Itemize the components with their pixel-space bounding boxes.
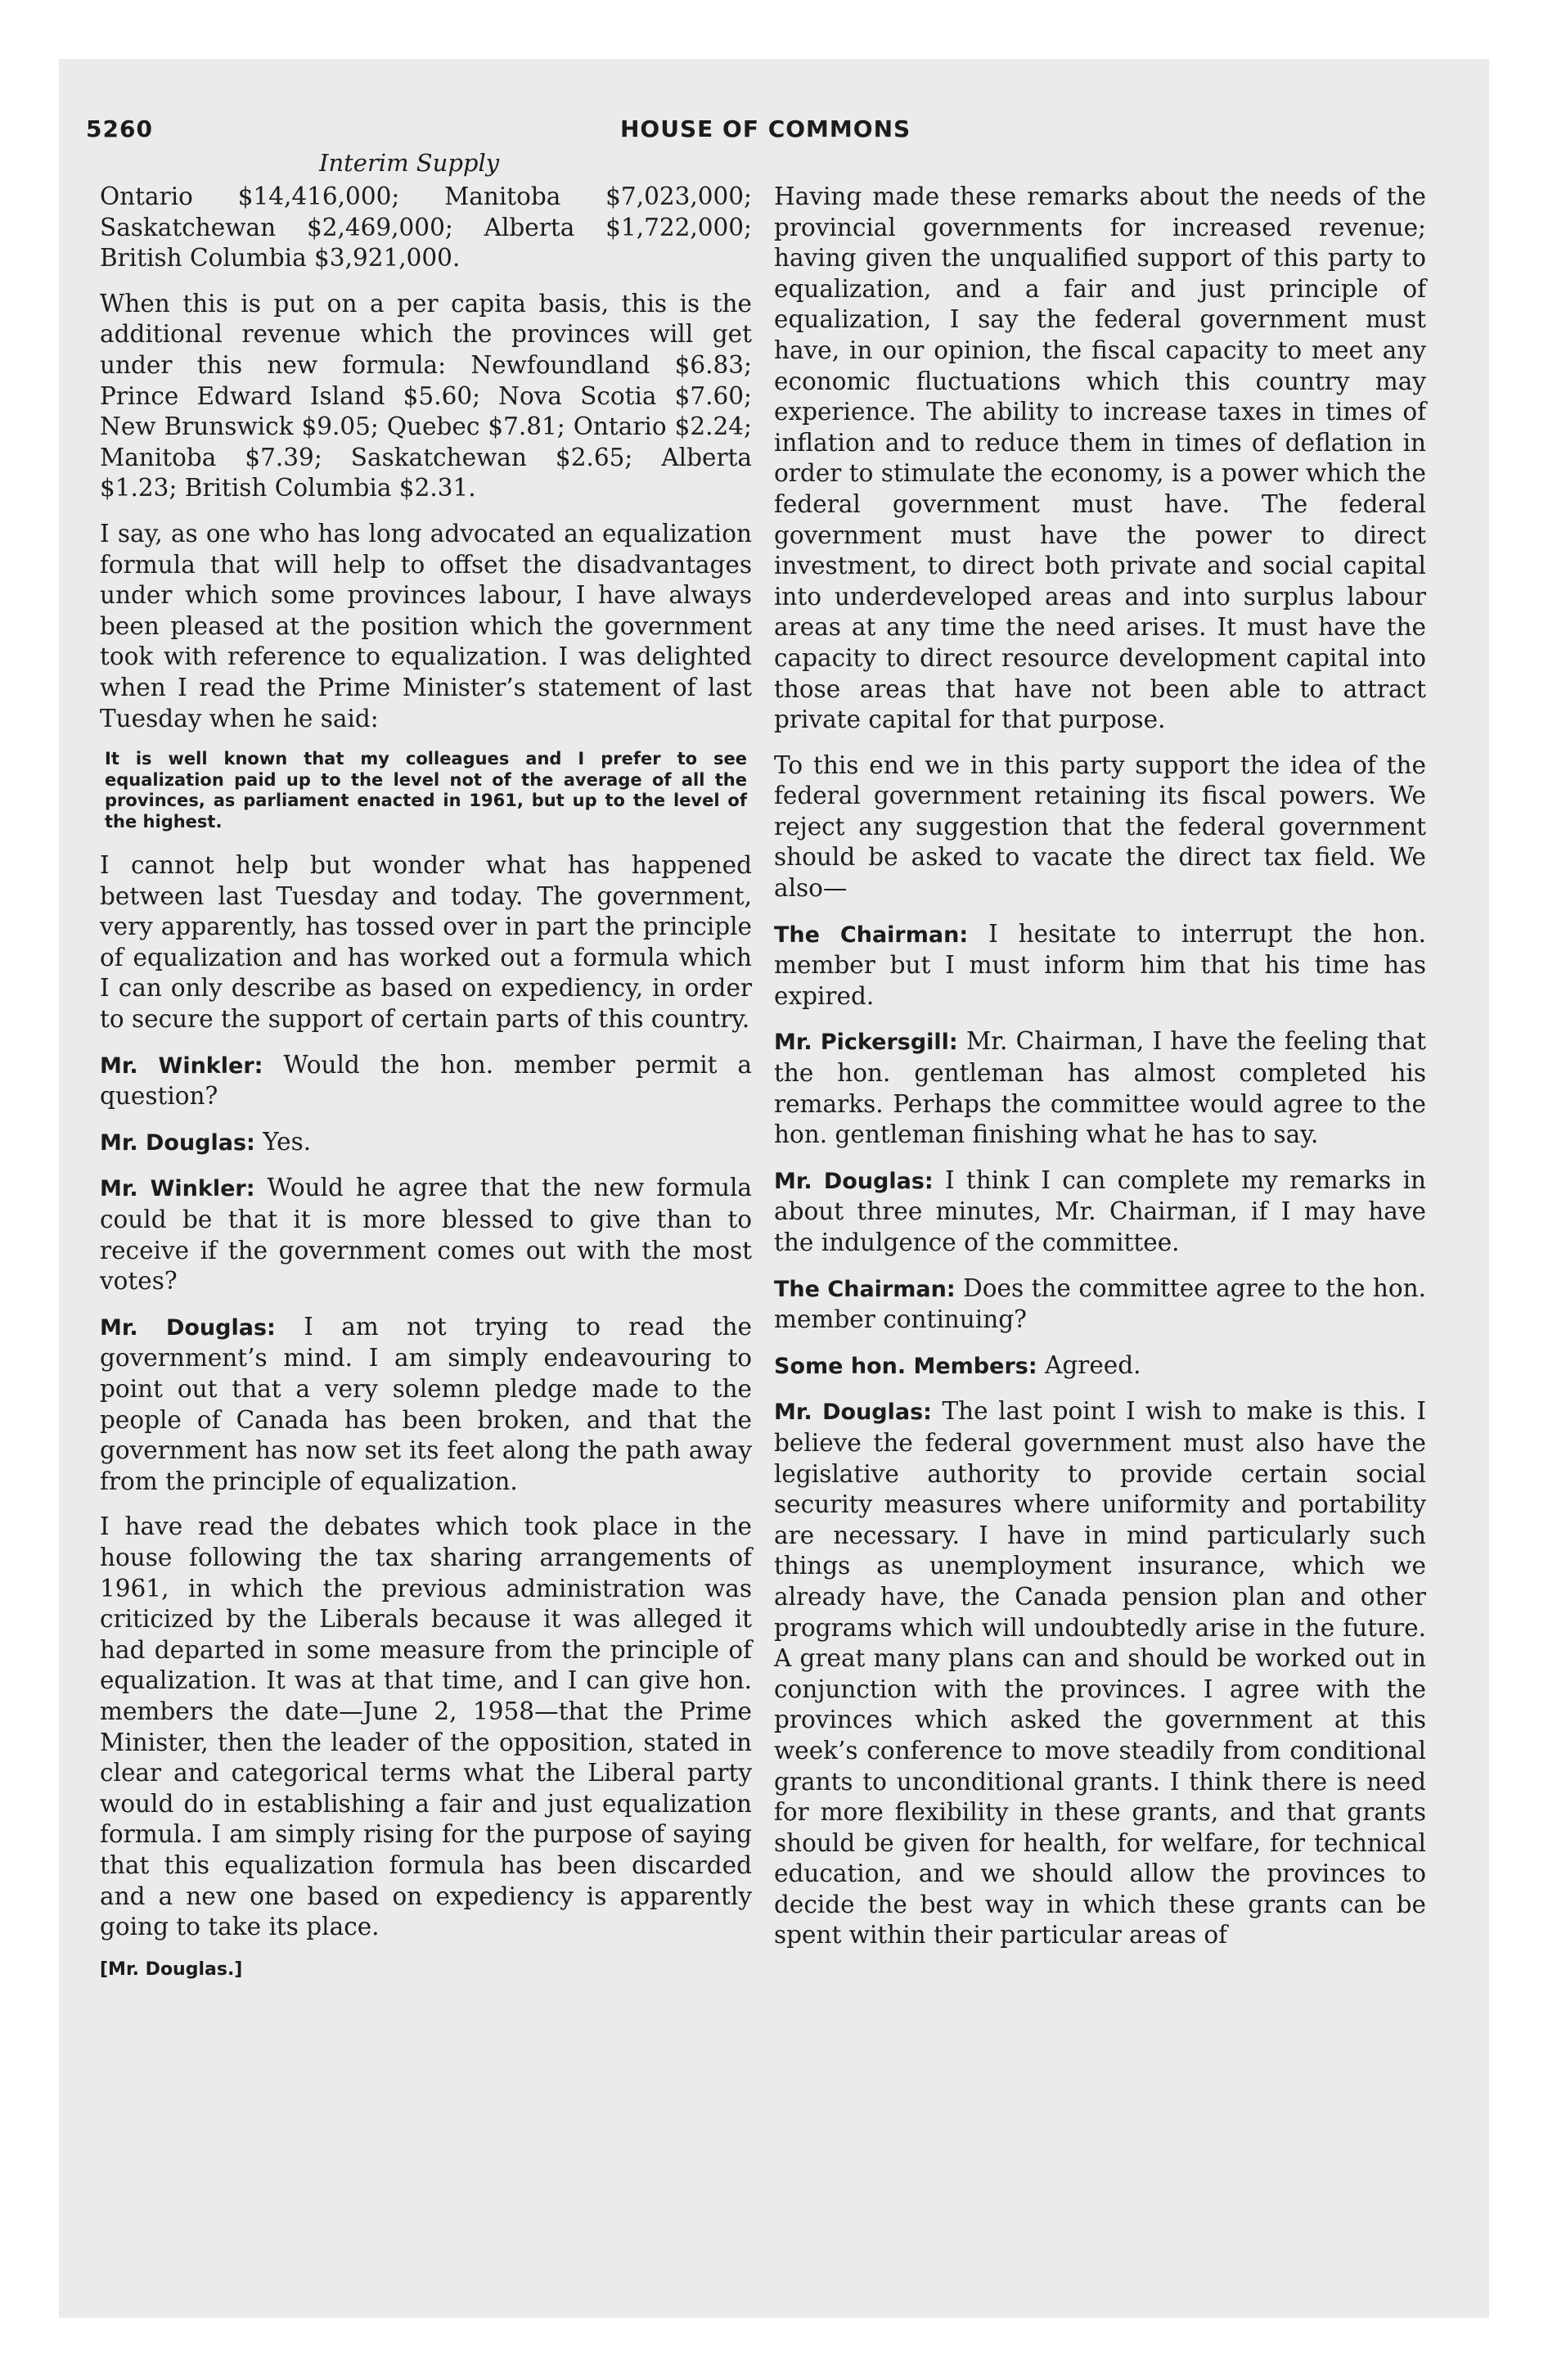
speaker-name: The Chairman: — [774, 1276, 956, 1302]
speech-paragraph — [774, 1350, 1426, 1382]
block-quote: It is well known that my colleagues and I prefer to see equalization paid up to the level not of the average of all the provinces, as parliament enacted in 1961, but up to the level of the highest. — [105, 749, 747, 832]
speaker-footer-ref: [Mr. Douglas.] — [100, 1959, 243, 1980]
speech-text: Would he agree that the new formula could be that it is more blessed to give than to receive if the government comes out with the most votes? — [100, 1174, 752, 1296]
speech-paragraph — [774, 1396, 1426, 1951]
speech-text: Yes. — [263, 1127, 312, 1156]
right-column — [774, 182, 1426, 1966]
body-paragraph: When this is put on a per capita basis, this is the additional revenue which the provinces will get under this new formula: Newfoundland $6.83; Prince Edward Island $5.60; Nova Scotia $7.60; New Brunswick $9.05; Quebec $7.81; Ontario $2.24; Manitoba $7.39; Saskatchewan $2.65; Alberta $1.23; British Columbia $2.31. — [100, 289, 752, 503]
speaker-name: Mr. Winkler: — [100, 1053, 263, 1079]
speaker-name: Mr. Douglas: — [100, 1314, 276, 1341]
page — [59, 59, 1489, 2318]
body-paragraph: I cannot help but wonder what has happened between last Tuesday and today. The government, very apparently, has tossed over in part the principle of equalization and has worked out a formula which I can only describe as based on expediency, in order to secure the support of certain parts of this country. — [100, 851, 752, 1034]
running-head: HOUSE OF COMMONS — [620, 115, 911, 142]
speech-paragraph — [774, 1026, 1426, 1150]
speech-text: I think I can complete my remarks in about three minutes, Mr. Chairman, if I may have the indulgence of the committee. — [774, 1165, 1427, 1256]
speaker-name: The Chairman: — [774, 922, 969, 948]
section-title: Interim Supply — [319, 149, 500, 177]
left-column — [100, 182, 752, 1982]
speaker-name: Mr. Douglas: — [774, 1168, 934, 1194]
speech-paragraph — [100, 1050, 752, 1112]
speech-text: Agreed. — [1045, 1350, 1141, 1379]
body-paragraph: I say, as one who has long advocated an equalization formula that will help to offset the disadvantages under which some provinces labour, I have always been pleased at the position which the government took with reference to equalization. I was delighted when I read the Prime Minister’s statement of last Tuesday when he said: — [100, 519, 752, 732]
speaker-name: Mr. Douglas: — [100, 1129, 255, 1156]
speech-paragraph — [100, 1312, 752, 1498]
body-paragraph: Having made these remarks about the needs of the provincial governments for increased revenue; having given the unqualified support of this party to equalization, and a fair and just principle of equalization, I say the federal government must have, in our opinion, the fiscal capacity to meet any economic fluctuations which this country may experience. The ability to increase taxes in times of inflation and to reduce them in times of deflation in order to stimulate the economy, is a power which the federal government must have. The federal government must have the power to direct investment, to direct both private and social capital into underdeveloped areas and into surplus labour areas at any time the need arises. It must have the capacity to direct resource development capital into those areas that have not been able to attract private capital for that purpose. — [774, 183, 1426, 734]
speech-paragraph — [774, 1273, 1426, 1336]
body-paragraph: I have read the debates which took place in the house following the tax sharing arrangements of 1961, in which the previous administration was criticized by the Liberals because it was alleged it had departed in some measure from the principle of equalization. It was at that time, and I can give hon. members the date—June 2, 1958—that the Prime Minister, then the leader of the opposition, stated in clear and categorical terms what the Liberal party would do in establishing a fair and just equalization formula. I am simply rising for the purpose of saying that this equalization formula has been discarded and a new one based on expediency is apparently going to take its place. — [100, 1512, 752, 1941]
speaker-name: Mr. Douglas: — [774, 1400, 932, 1426]
speech-paragraph — [774, 919, 1426, 1012]
speaker-name: Mr. Winkler: — [100, 1176, 255, 1202]
speaker-name: Some hon. Members: — [774, 1353, 1037, 1379]
speech-text: Does the committee agree to the hon. member continuing? — [774, 1273, 1426, 1334]
speech-text: I hesitate to interrupt the hon. member but I must inform him that his time has expired. — [774, 919, 1426, 1010]
speech-paragraph — [100, 1173, 752, 1296]
speech-paragraph — [774, 1165, 1426, 1259]
speech-text: Would the hon. member permit a question? — [100, 1050, 752, 1111]
speech-text: The last point I wish to make is this. I believe the federal government must also have the legislative authority to provide certain social security measures where uniformity and portability are necessary. I have in mind particularly such things as unemployment insurance, which we already have, the Canada pension plan and other programs which will undoubtedly arise in the future. A great many plans can and should be worked out in conjunction with the provinces. I agree with the provinces which asked the government at this week’s conference to move steadily from conditional grants to unconditional grants. I think there is need for more flexibility in these grants, and that grants should be given for health, for welfare, for technical education, and we should allow the provinces to decide the best way in which these grants can be spent within their particular areas of — [774, 1397, 1427, 1950]
body-paragraph: To this end we in this party support the idea of the federal government retaining its fiscal powers. We reject any suggestion that the federal government should be asked to vacate the direct tax field. We also— — [774, 751, 1426, 903]
speaker-name: Mr. Pickersgill: — [774, 1030, 958, 1056]
page-number: 5260 — [86, 115, 153, 142]
speech-text: Mr. Chairman, I have the feeling that the hon. gentleman has almost completed his remarks. Perhaps the committee would agree to the hon. gentleman finishing what he has to say. — [774, 1027, 1426, 1149]
speech-text: I am not trying to read the government’s mind. I am simply endeavouring to point out that a very solemn pledge made to the people of Canada has been broken, and that the government has now set its feet along the path away from the principle of equalization. — [100, 1312, 753, 1495]
body-paragraph: Ontario $14,416,000; Manitoba $7,023,000; Saskatchewan $2,469,000; Alberta $1,722,000; British Columbia $3,921,000. — [100, 183, 752, 273]
speech-paragraph — [100, 1127, 752, 1159]
page-header — [59, 113, 1489, 146]
